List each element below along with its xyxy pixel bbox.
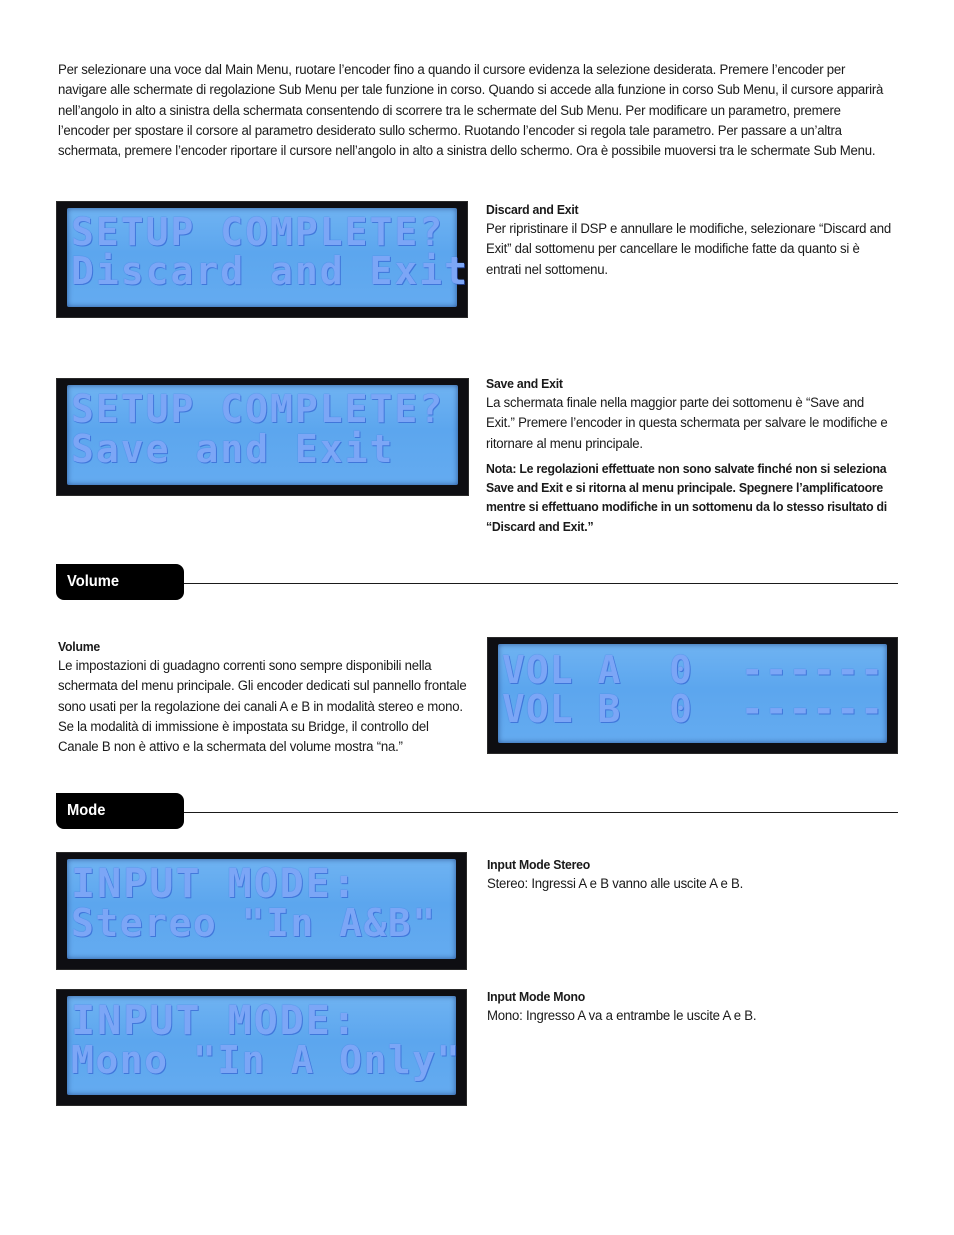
save-heading: Save and Exit: [486, 376, 563, 391]
stereo-text: Stereo: Ingressi A e B vanno alle uscite A e B.: [487, 876, 744, 892]
stereo-heading: Input Mode Stereo: [487, 857, 591, 872]
lcd-line-1: INPUT MODE:: [71, 998, 358, 1044]
mode-tab-label: Mode: [67, 802, 106, 819]
discard-text: Per ripristinare il DSP e annullare le modifiche, selezionare “Discard and Exit” dal sottomenu per cancellare le modifiche fatte da quanto si è entrati nel sottomenu.: [486, 221, 891, 278]
lcd-input-mode-stereo: [56, 852, 467, 970]
lcd-discard-and-exit: [56, 201, 468, 318]
lcd-line-1: SETUP COMPLETE?: [71, 387, 445, 431]
lcd-line-1: SETUP COMPLETE?: [71, 210, 445, 254]
discard-heading: Discard and Exit: [486, 202, 579, 217]
mono-text: Mono: Ingresso A va a entrambe le uscite A e B.: [487, 1008, 757, 1024]
lcd-input-mode-mono: [56, 989, 467, 1106]
lcd-line-2: Mono "In A Only": [71, 1038, 462, 1082]
mono-heading: Input Mode Mono: [487, 989, 586, 1004]
lcd-line-2: Stereo "In A&B": [71, 901, 437, 945]
mode-section-rule: [184, 812, 898, 813]
lcd-line-2: Discard and Exit: [71, 249, 470, 293]
lcd-line-2: Save and Exit: [71, 427, 395, 471]
volume-section-rule: [184, 583, 898, 584]
lcd-save-and-exit: [56, 378, 469, 496]
save-text: La schermata finale nella maggior parte dei sottomenu è “Save and Exit.” Premere l’encoder in questa schermata per salvare le modifiche e ritornare al menu principale.: [486, 395, 888, 452]
lcd-volume: [487, 637, 898, 754]
mode-section-tab: [56, 793, 184, 829]
volume-tab-label: Volume: [67, 573, 120, 590]
lcd-line-2: VOL B 0 ------: [502, 687, 885, 731]
lcd-line-1: INPUT MODE:: [71, 861, 358, 907]
volume-section-tab: [56, 564, 184, 600]
intro-paragraph: Per selezionare una voce dal Main Menu, ruotare l’encoder fino a quando il cursore evidenza la selezione desiderata. Premere l’encoder per navigare alle schermate di regolazione Sub Menu per tale funzione in corso. Quando si accede alla funzione in corso Sub Menu, il cursore apparirà nell’angolo in alto a sinistra della schermata consentendo di scorrere tra le schermate del Sub Menu. Per modificare un parametro, premere l’encoder per spostare il corsore al parametro desiderato sullo schermo. Ruotando l’encoder si regola tale parametro. Per passare a un’altra schermata, premere l’encoder riportare il cursore nell’angolo in alto a sinistra dello schermo. Ora è possibile muoversi tra le schermate Sub Menu.: [58, 62, 884, 160]
save-note: Nota: Le regolazioni effettuate non sono salvate finché non si seleziona Save and Exit e si ritorna al menu principale. Spegnere l’amplificatoore mentre si effettuano modifiche in un sottomenu da lo stesso risultato di “Discard and Exit.”: [486, 461, 887, 534]
volume-heading: Volume: [58, 639, 100, 654]
lcd-line-1: VOL A 0 ------: [502, 648, 885, 692]
volume-text: Le impostazioni di guadagno correnti sono sempre disponibili nella schermata del menu principale. Gli encoder dedicati sul pannello frontale sono usati per la regolazione dei canali A e B in modalità stereo e mono. Se la modalità di immissione è impostata su Bridge, il controllo del Canale B non è attivo e la schermata del volume mostra “na.”: [58, 658, 467, 756]
